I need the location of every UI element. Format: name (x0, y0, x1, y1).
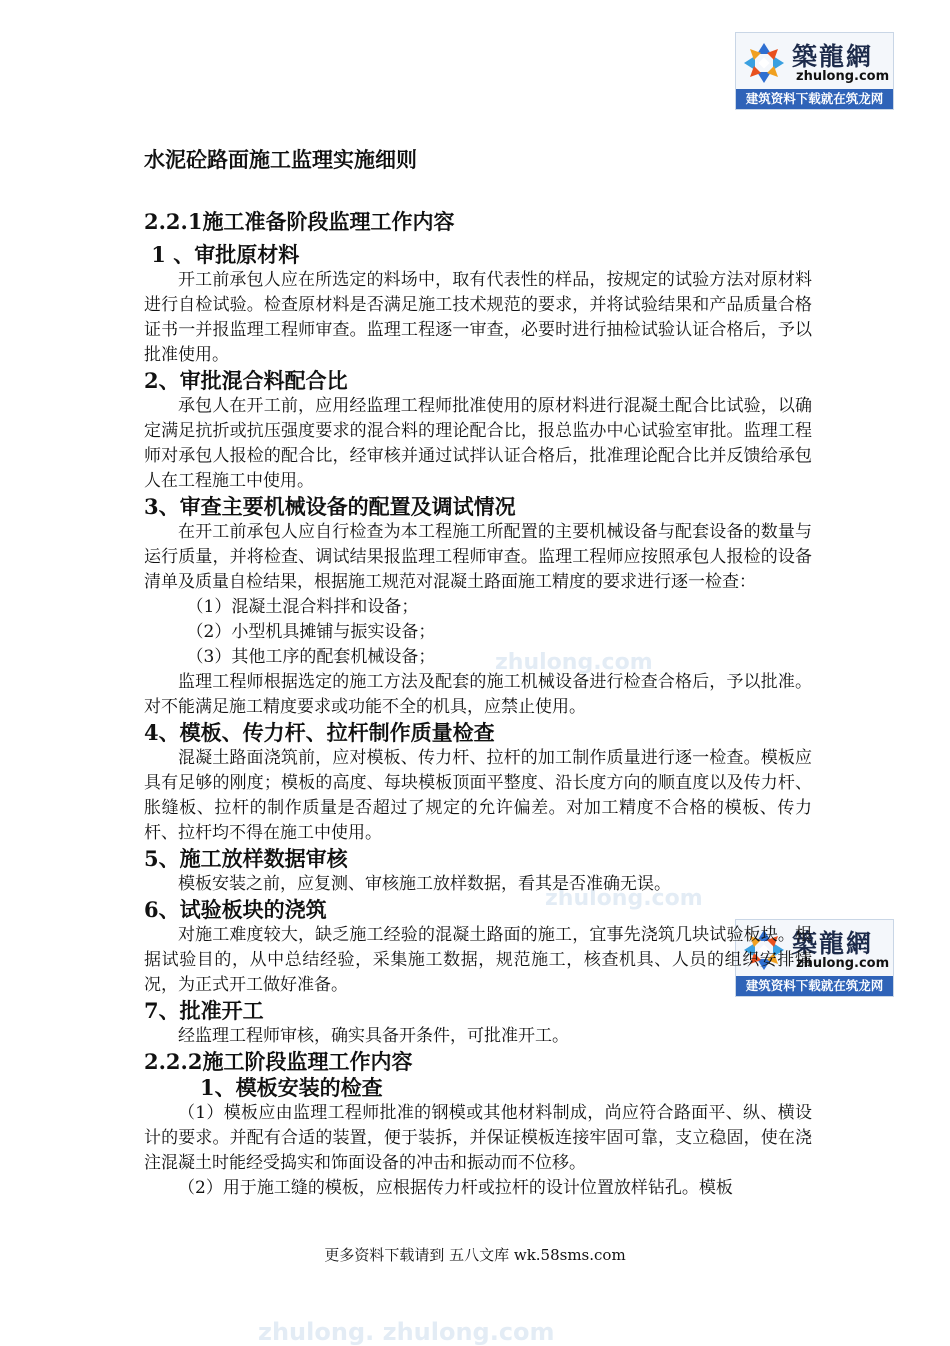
paragraph: （2）用于施工缝的模板，应根据传力杆或拉杆的设计位置放样钻孔。模板 (178, 1178, 733, 1198)
document-body (144, 140, 812, 1201)
item-heading: 5、施工放样数据审核 (144, 846, 348, 871)
section-heading: 2.2.2施工阶段监理工作内容 (144, 1049, 413, 1074)
section-item (144, 494, 812, 720)
item-paragraph: 经监理工程师审核，确实具备开条件，可批准开工。 (178, 1026, 569, 1046)
item-heading: 1 、审批原材料 (144, 242, 300, 267)
item-paragraph: 开工前承包人应在所选定的料场中，取有代表性的样品，按规定的试验方法对原材料进行自检试验。检查原材料是否满足施工技术规范的要求，并将试验结果和产品质量合格证书一并报监理工程师审查。监理工程逐一审查，必要时进行抽检试验认证合格后，予以批准使用。 (144, 270, 812, 365)
item-paragraph: 承包人在开工前，应用经监理工程师批准使用的原材料进行混凝土配合比试验，以确定满足抗折或抗压强度要求的混合料的理论配合比，报总监办中心试验室审批。监理工程师对承包人报检的配合比，经审核并通过试拌认证合格后，批准理论配合比并反馈给承包人在工程施工中使用。 (144, 396, 812, 491)
zhulong-logo[interactable] (735, 32, 894, 110)
logo-slogan: 建筑资料下载就在筑龙网 (736, 976, 893, 996)
logo-url-text: zhulong.com (796, 956, 890, 971)
item-paragraph: 监理工程师根据选定的施工方法及配套的施工机械设备进行检查合格后，予以批准。对不能满足施工精度要求或功能不全的机具，应禁止使用。 (144, 672, 812, 717)
watermark-middle-2: zhulong.com (545, 886, 703, 911)
watermark-middle: zhulong.com (495, 650, 653, 675)
section-item (144, 242, 812, 368)
section-item (144, 998, 812, 1049)
section-item (144, 846, 812, 897)
logo-brand-text: 築龍網 (792, 929, 874, 958)
logo-brand-text: 築龍網 (792, 42, 874, 71)
snowflake-logo-icon (742, 41, 786, 85)
section-item (144, 897, 812, 998)
item-paragraph: 对施工难度较大，缺乏施工经验的混凝土路面的施工，宜事先浇筑几块试验板块。根据试验目的，从中总结经验，采集施工数据，规范施工，核查机具、人员的组织安排情况，为正式开工做好准备。 (144, 925, 812, 995)
list-item: （3）其他工序的配套机械设备； (186, 647, 436, 667)
paragraph: （1）模板应由监理工程师批准的钢模或其他材料制成，尚应符合路面平、纵、横设计的要求。并配有合适的装置，便于装拆，并保证模板连接牢固可靠，支立稳固，使在浇注混凝土时能经受捣实和饰面设备的冲击和振动而不位移。 (144, 1103, 812, 1173)
page-footer: 更多资料下载请到 五八文库 wk.58sms.com (324, 1246, 626, 1264)
document-title: 水泥砼路面施工监理实施细则 (144, 147, 417, 172)
item-heading: 6、试验板块的浇筑 (144, 897, 327, 922)
list-item: （1）混凝土混合料拌和设备； (186, 597, 419, 617)
item-heading: 3、审查主要机械设备的配置及调试情况 (144, 494, 516, 519)
logo-url-text: zhulong.com (796, 69, 890, 84)
item-heading: 7、批准开工 (144, 998, 264, 1023)
section-item (144, 368, 812, 494)
list-item: （2）小型机具摊铺与振实设备； (186, 622, 436, 642)
logo-slogan: 建筑资料下载就在筑龙网 (736, 89, 893, 109)
watermark-bottom: zhulong. zhulong.com (258, 1318, 555, 1346)
item-paragraph: 模板安装之前，应复测、审核施工放样数据，看其是否准确无误。 (178, 874, 671, 894)
item-heading: 4、模板、传力杆、拉杆制作质量检查 (144, 720, 495, 745)
section-item (144, 720, 812, 846)
item-paragraph: 混凝土路面浇筑前，应对模板、传力杆、拉杆的加工制作质量进行逐一检查。模板应具有足够的刚度；模板的高度、每块模板顶面平整度、沿长度方向的顺直度以及传力杆、胀缝板、拉杆的制作质量是否超过了规定的允许偏差。对加工精度不合格的模板、传力杆、拉杆均不得在施工中使用。 (144, 748, 812, 843)
item-paragraph: 在开工前承包人应自行检查为本工程施工所配置的主要机械设备与配套设备的数量与运行质量，并将检查、调试结果报监理工程师审查。监理工程师应按照承包人报检的设备清单及质量自检结果，根据施工规范对混凝土路面施工精度的要求进行逐一检查： (144, 522, 812, 592)
sub-heading: 1、模板安装的检查 (200, 1075, 383, 1100)
section-heading: 2.2.1施工准备阶段监理工作内容 (144, 209, 455, 234)
item-heading: 2、审批混合料配合比 (144, 368, 348, 393)
